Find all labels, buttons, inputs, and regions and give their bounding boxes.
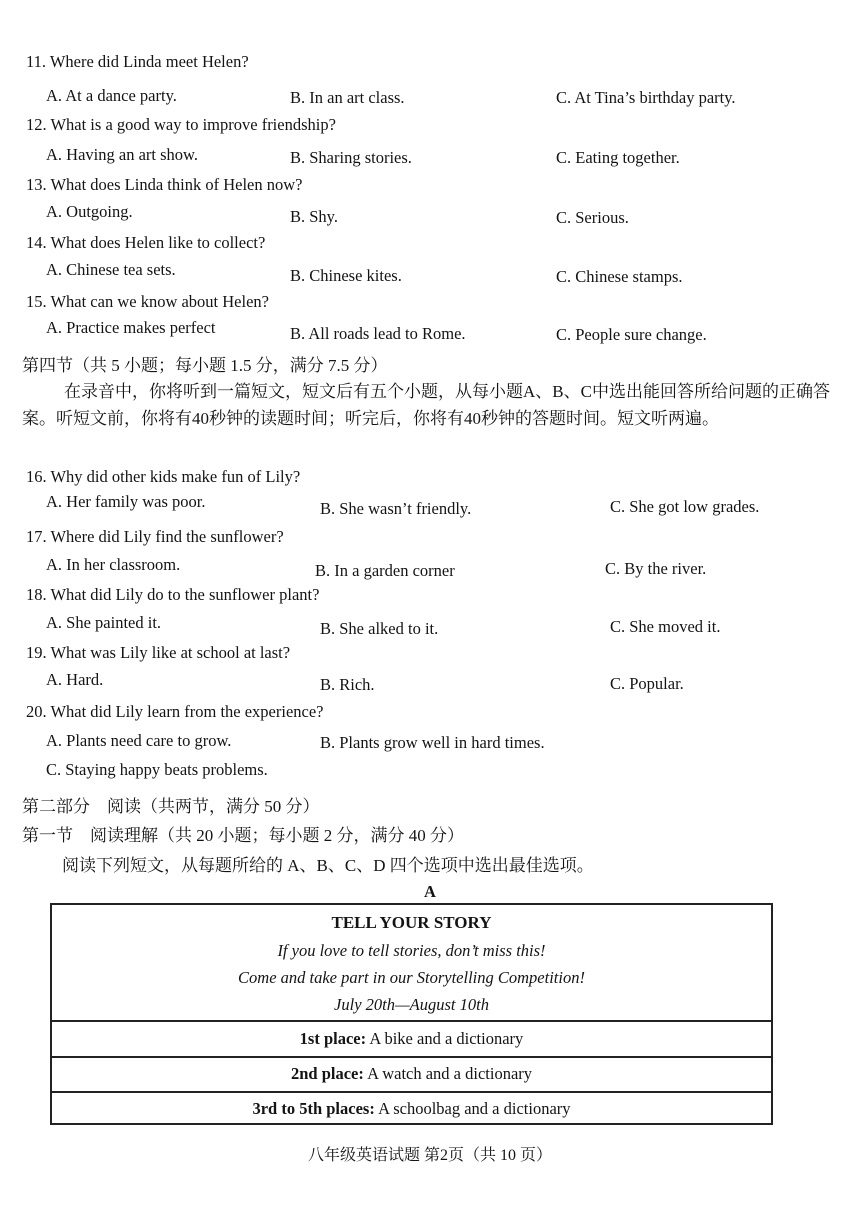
option-a: A. She painted it. [46,613,162,632]
option-c: C. At Tina’s birthday party. [556,88,736,107]
part-2-heading: 第二部分 阅读（共两节，满分 50 分） [22,797,320,816]
option-a: A. Plants need care to grow. [46,731,232,750]
prize-row-3 [52,1092,771,1126]
prize-place: 3rd to 5th places: [252,1099,375,1118]
question-stem: 14. What does Helen like to collect? [26,233,266,252]
question-stem: 16. Why did other kids make fun of Lily? [26,467,301,486]
option-c: C. Chinese stamps. [556,267,683,286]
option-b: B. In an art class. [290,88,405,107]
poster-line-1: If you love to tell stories, don’t miss this! [277,941,546,960]
question-stem: 11. Where did Linda meet Helen? [26,52,249,71]
option-c: C. She got low grades. [610,497,760,516]
option-c: C. People sure change. [556,325,707,344]
poster-header [52,905,771,1022]
option-a: A. Her family was poor. [46,492,206,511]
question-stem: 19. What was Lily like at school at last? [26,643,291,662]
option-a: A. Hard. [46,670,104,689]
option-a: A. Having an art show. [46,145,198,164]
prize-item: A watch and a dictionary [367,1064,533,1083]
option-b: B. In a garden corner [315,561,455,580]
question-stem: 20. What did Lily learn from the experience? [26,702,324,721]
option-b: B. She wasn’t friendly. [320,499,472,518]
prize-item: A schoolbag and a dictionary [378,1099,571,1118]
option-b: B. Plants grow well in hard times. [320,733,545,752]
question-stem: 15. What can we know about Helen? [26,292,269,311]
option-c: C. Eating together. [556,148,680,167]
option-c: C. She moved it. [610,617,721,636]
question-stem: 12. What is a good way to improve friendship? [26,115,336,134]
passage-label: A [424,882,436,901]
option-b: B. Chinese kites. [290,266,402,285]
question-stem: 17. Where did Lily find the sunflower? [26,527,284,546]
option-c: C. Staying happy beats problems. [46,760,268,779]
option-b: B. All roads lead to Rome. [290,324,466,343]
option-b: B. She alked to it. [320,619,439,638]
prize-place: 2nd place: [290,1064,364,1083]
poster-title: TELL YOUR STORY [331,913,492,932]
question-stem: 13. What does Linda think of Helen now? [26,175,303,194]
section-4-instructions: 在录音中，你将听到一篇短文，短文后有五个小题，从每小题A、B、C中选出能回答所给问题的正确答案。听短文前，你将有40秒钟的读题时间；听完后，你将有40秒钟的答题时间。短文听两遍。 [22,382,830,428]
option-a: A. Outgoing. [46,202,133,221]
prize-item: A bike and a dictionary [369,1029,524,1048]
poster-line-2: Come and take part in our Storytelling Competition! [238,968,585,987]
option-a: A. At a dance party. [46,86,177,105]
prize-row-2 [52,1057,771,1093]
prize-row-1 [52,1022,771,1058]
question-stem: 18. What did Lily do to the sunflower plant? [26,585,320,604]
page-footer: 八年级英语试题 第2页（共 10 页） [307,1147,552,1164]
option-b: B. Sharing stories. [290,148,412,167]
option-b: B. Shy. [290,207,338,226]
reading-instruction: 阅读下列短文，从每题所给的 A、B、C、D 四个选项中选出最佳选项。 [62,856,594,875]
option-a: A. Chinese tea sets. [46,260,176,279]
prize-place: 1st place: [299,1029,367,1048]
option-c: C. Serious. [556,208,629,227]
poster-dates: July 20th—August 10th [334,995,489,1014]
option-b: B. Rich. [320,675,375,694]
section-1-heading: 第一节 阅读理解（共 20 小题；每小题 2 分，满分 40 分） [22,826,464,845]
option-c: C. Popular. [610,674,684,693]
competition-poster [50,903,773,1125]
option-a: A. Practice makes perfect [46,318,216,337]
option-a: A. In her classroom. [46,555,181,574]
section-4-heading: 第四节（共 5 小题；每小题 1.5 分，满分 7.5 分） [22,356,388,375]
option-c: C. By the river. [605,559,707,578]
